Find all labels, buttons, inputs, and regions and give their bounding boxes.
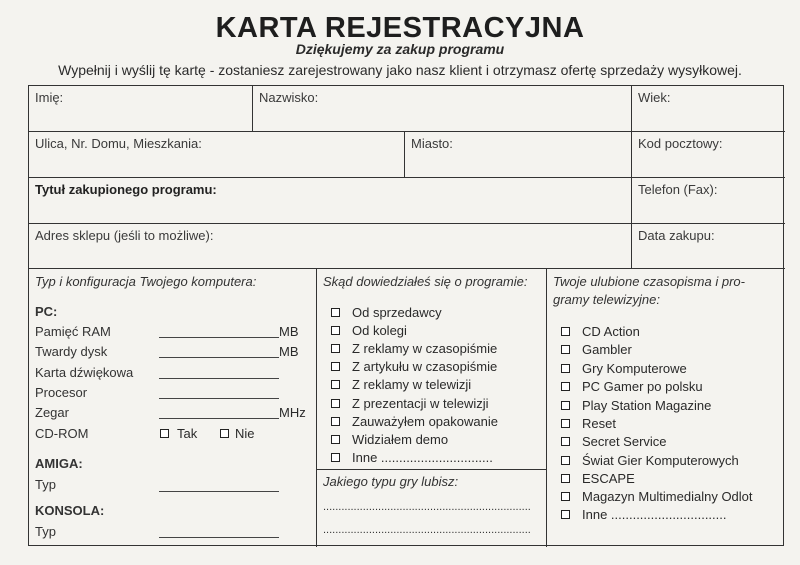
checkbox-icon[interactable] (331, 308, 340, 317)
media-option[interactable] (561, 415, 616, 433)
city-label: Miasto: (411, 136, 453, 151)
media-option-label: Inne ................................ (582, 507, 727, 522)
media-option[interactable] (561, 452, 739, 470)
checkbox-icon[interactable] (331, 435, 340, 444)
age-field[interactable] (632, 86, 785, 132)
sound-card-label: Karta dźwiękowa (35, 365, 134, 380)
checkbox-icon[interactable] (331, 417, 340, 426)
city-field[interactable] (405, 132, 632, 178)
checkbox-icon[interactable] (561, 437, 570, 446)
cdrom-label: CD-ROM (35, 426, 89, 441)
checkbox-icon[interactable] (561, 510, 570, 519)
checkbox-icon[interactable] (561, 456, 570, 465)
hdd-label: Twardy dysk (35, 344, 108, 359)
media-option[interactable] (561, 470, 635, 488)
shop-address-field[interactable] (29, 224, 632, 269)
source-option[interactable] (331, 322, 407, 340)
source-option[interactable] (331, 376, 471, 394)
media-option[interactable] (561, 433, 667, 451)
postal-code-field[interactable] (632, 132, 785, 178)
cpu-label: Procesor (35, 385, 88, 400)
computer-config-heading: Typ i konfiguracja Twojego komputera: (35, 274, 257, 289)
game-type-line-1[interactable]: .................................................................... (323, 501, 531, 513)
hdd-unit: MB (279, 344, 299, 359)
source-option-label: Od kolegi (352, 323, 407, 338)
amiga-heading: AMIGA: (35, 456, 83, 471)
source-option-label: Z prezentacji w telewizji (352, 396, 489, 411)
checkbox-icon[interactable] (331, 380, 340, 389)
source-option-label: Zauważyłem opakowanie (352, 414, 498, 429)
cdrom-yes-checkbox[interactable] (160, 429, 169, 438)
source-option[interactable] (331, 395, 489, 413)
checkbox-icon[interactable] (331, 453, 340, 462)
purchase-date-field[interactable] (632, 224, 785, 269)
checkbox-icon[interactable] (561, 345, 570, 354)
media-option-label: Gry Komputerowe (582, 361, 687, 376)
cdrom-yes-label: Tak (177, 426, 198, 441)
media-option-label: PC Gamer po polsku (582, 379, 703, 394)
source-option[interactable] (331, 431, 448, 449)
checkbox-icon[interactable] (331, 362, 340, 371)
checkbox-icon[interactable] (561, 382, 570, 391)
pc-heading: PC: (35, 304, 58, 319)
checkbox-icon[interactable] (561, 474, 570, 483)
source-option-label: Z reklamy w telewizji (352, 377, 472, 392)
cpu-input-line[interactable] (159, 398, 279, 399)
media-option[interactable] (561, 488, 753, 506)
checkbox-icon[interactable] (331, 344, 340, 353)
source-option-label: Od sprzedawcy (352, 305, 442, 320)
media-option-label: Secret Service (582, 434, 667, 449)
media-option[interactable] (561, 397, 711, 415)
cdrom-no-label: Nie (235, 426, 255, 441)
phone-field[interactable] (632, 178, 785, 224)
checkbox-icon[interactable] (331, 399, 340, 408)
cdrom-no-option[interactable] (220, 425, 255, 443)
instructions-text: Wypełnij i wyślij tę kartę - zostaniesz zarejestrowany jako nasz klient i otrzymasz ofertę sprzedaży wysyłkowej. (58, 62, 742, 78)
media-option[interactable] (561, 506, 727, 524)
sound-card-input-line[interactable] (159, 378, 279, 379)
media-option-label: CD Action (582, 324, 640, 339)
checkbox-icon[interactable] (331, 326, 340, 335)
card-title: KARTA REJESTRACYJNA (215, 12, 585, 44)
media-option-label: Reset (582, 416, 616, 431)
card-subtitle: Dziękujemy za zakup programu (295, 41, 505, 57)
cdrom-yes-option[interactable] (160, 425, 197, 443)
clock-input-line[interactable] (159, 418, 279, 419)
amiga-type-input-line[interactable] (159, 491, 279, 492)
source-option-label: Z artykułu w czasopiśmie (352, 359, 498, 374)
computer-config-section (29, 269, 317, 547)
age-label: Wiek: (638, 90, 671, 105)
clock-unit: MHz (279, 405, 306, 420)
street-label: Ulica, Nr. Domu, Mieszkania: (35, 136, 202, 151)
source-section (317, 269, 547, 547)
checkbox-icon[interactable] (561, 492, 570, 501)
street-field[interactable] (29, 132, 405, 178)
media-option[interactable] (561, 323, 640, 341)
source-option-label: Widziałem demo (352, 432, 449, 447)
last-name-field[interactable] (253, 86, 632, 132)
game-type-line-2[interactable]: .................................................................... (323, 524, 531, 536)
checkbox-icon[interactable] (561, 327, 570, 336)
checkbox-icon[interactable] (561, 401, 570, 410)
program-title-field[interactable] (29, 178, 632, 224)
source-option[interactable] (331, 304, 442, 322)
source-heading: Skąd dowiedziałeś się o programie: (323, 274, 528, 289)
media-section (547, 269, 785, 547)
source-option-label: Z reklamy w czasopiśmie (352, 341, 498, 356)
first-name-label: Imię: (35, 90, 64, 105)
game-type-heading: Jakiego typu gry lubisz: (323, 474, 459, 489)
media-option[interactable] (561, 360, 687, 378)
console-type-label: Typ (35, 524, 56, 539)
media-option-label: Gambler (582, 342, 632, 357)
media-heading-line-1: Twoje ulubione czasopisma i pro- (553, 274, 745, 289)
section-divider (317, 469, 546, 470)
media-option-label: Magazyn Multimedialny Odlot (582, 489, 753, 504)
checkbox-icon[interactable] (561, 419, 570, 428)
amiga-type-label: Typ (35, 477, 56, 492)
cdrom-no-checkbox[interactable] (220, 429, 229, 438)
media-option-label: Play Station Magazine (582, 398, 712, 413)
clock-label: Zegar (35, 405, 69, 420)
hdd-input-line[interactable] (159, 357, 279, 358)
shop-address-label: Adres sklepu (jeśli to możliwe): (35, 228, 214, 243)
purchase-date-label: Data zakupu: (638, 228, 715, 243)
source-option[interactable] (331, 340, 497, 358)
source-option[interactable] (331, 358, 497, 376)
ram-unit: MB (279, 324, 299, 339)
last-name-label: Nazwisko: (259, 90, 319, 105)
source-option[interactable] (331, 413, 498, 431)
registration-form (28, 85, 784, 546)
console-type-input-line[interactable] (159, 537, 279, 538)
source-option-label: Inne ............................... (352, 450, 493, 465)
media-option-label: ESCAPE (582, 471, 635, 486)
media-option[interactable] (561, 341, 632, 359)
media-heading-line-2: gramy telewizyjne: (553, 292, 660, 307)
console-heading: KONSOLA: (35, 503, 105, 518)
source-option[interactable] (331, 449, 493, 467)
phone-label: Telefon (Fax): (638, 182, 718, 197)
program-title-label: Tytuł zakupionego programu: (35, 182, 217, 197)
postal-code-label: Kod pocztowy: (638, 136, 723, 151)
ram-input-line[interactable] (159, 337, 279, 338)
media-option-label: Świat Gier Komputerowych (582, 453, 739, 468)
checkbox-icon[interactable] (561, 364, 570, 373)
ram-label: Pamięć RAM (35, 324, 111, 339)
first-name-field[interactable] (29, 86, 253, 132)
media-option[interactable] (561, 378, 703, 396)
